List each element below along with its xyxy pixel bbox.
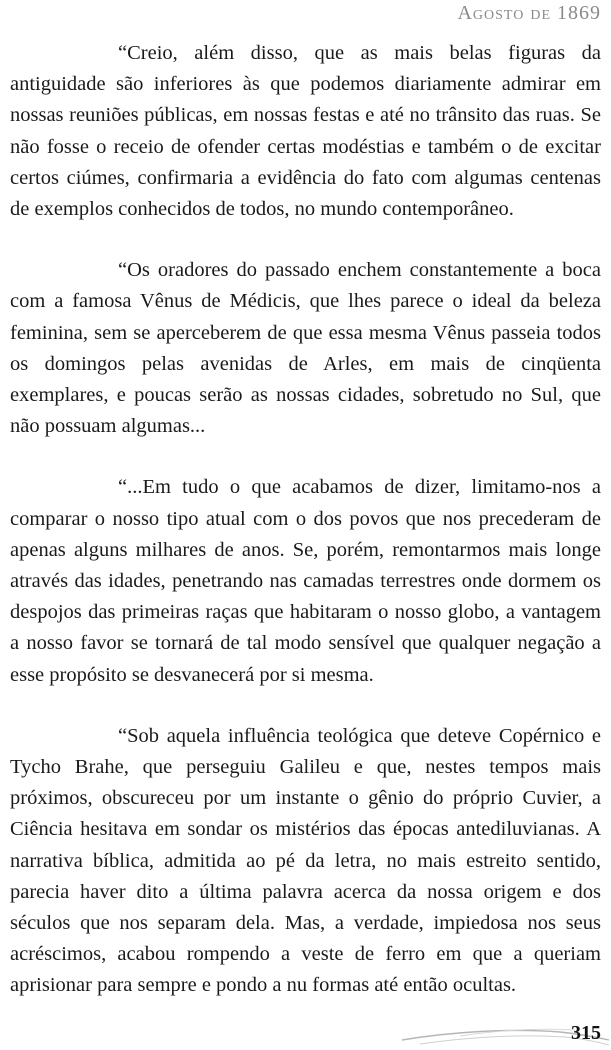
page-footer — [0, 1010, 611, 1050]
body-text — [10, 38, 601, 1032]
paragraph-2: “Os oradores do passado enchem constantemente a boca com a famosa Vênus de Médicis, que lhes parece o ideal da beleza feminina, sem se aperceberem de que essa mesma Vênus passeia todos os domingos pelas avenidas de Arles, em mais de cinqüenta exemplares, e poucas serão as nossas cidades, sobretudo no Sul, que não possuam algumas... — [10, 259, 601, 438]
paragraph-3: “...Em tudo o que acabamos de dizer, limitamo-nos a comparar o nosso tipo atual com o dos povos que nos precederam de apenas alguns milhares de anos. Se, porém, remontarmos mais longe através das idades, penetrando nas camadas terrestres onde dormem os despojos das primeiras raças que habitaram o nosso globo, a vantagem a nosso favor se tornará de tal modo sensível que qualquer negação a esse propósito se desvanecerá por si mesma. — [10, 476, 601, 686]
paragraph-4: “Sob aquela influência teológica que deteve Copérnico e Tycho Brahe, que perseguiu Galileu e que, nestes tempos mais próximos, obscureceu por um instante o gênio do próprio Cuvier, a Ciência hesitava em sondar os mistérios das épocas antediluvianas. A narrativa bíblica, admitida ao pé da letra, no mais estreito sentido, parecia haver dito a última palavra acerca da nossa origem e dos séculos que nos separam dela. Mas, a verdade, impiedosa nos seus acréscimos, acabou rompendo a veste de ferro em que a queriam aprisionar para sempre e pondo a nu formas até então ocultas. — [10, 724, 601, 997]
paragraph-1: “Creio, além disso, que as mais belas figuras da antiguidade são inferiores às que podemos diariamente admirar em nossas reuniões públicas, em nossas festas e até no trânsito das ruas. Se não fosse o receio de ofender certas modéstias e também o de excitar certos ciúmes, confirmaria a evidência do fato com algumas centenas de exemplos conhecidos de todos, no mundo contemporâneo. — [10, 42, 601, 221]
running-header: Agosto de 1869 — [457, 2, 601, 24]
page-number: 315 — [571, 1022, 601, 1044]
